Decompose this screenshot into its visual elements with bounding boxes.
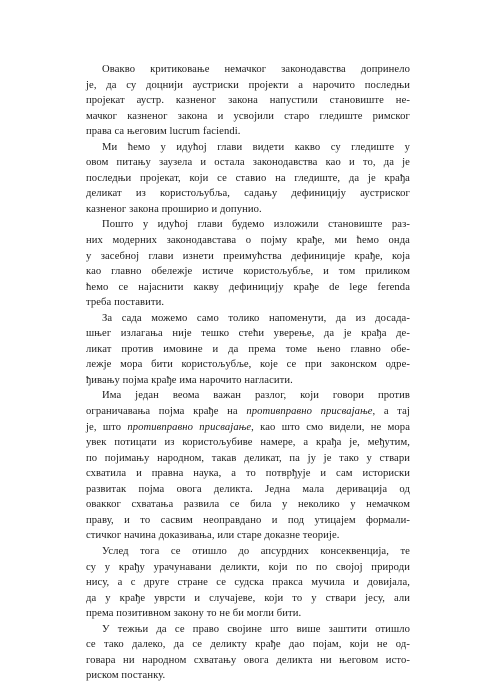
text-line: лежје мора бити користољубље, које се при законском одре- [86,359,410,371]
text-line: се тако далеко, да се деликту крађе дао појам, који не од- [86,639,410,651]
text-line: последњи пројекат, који се ставио на гледиште, да је крађа [86,172,410,184]
text-line: мачког казненог закона и усвојили старо гледиште римског [86,110,410,122]
body-text [86,62,410,684]
paragraph-5 [86,388,410,543]
paragraph-1 [86,62,410,140]
text-line: су у крађу урачунавани деликти, који по по својој природи [86,561,410,573]
text-line: схватила и правна наука, а то потврђује и сам историски [86,468,410,480]
text-line: права са његовим lucrum faciendi. [86,126,241,138]
text-line: деликат из користољубља, садању дефиницију аустриског [86,188,410,200]
text-line: Ми ћемо у идућој глави видети какво су гледиште у [102,141,410,153]
text-line: ђивању појма крађе има нарочито нагласити. [86,374,293,386]
paragraph-4 [86,311,410,389]
text-line: Пошто у идућој глави будемо изложили становиште раз- [102,219,410,231]
text-line: говара ни народном схватању овога деликта ни његовом исто- [86,654,410,666]
text-line: по појимању народном, такав деликат, па ју је тако у ствари [86,452,410,464]
text-line: треба поставити. [86,297,165,309]
text-line: нису, а с друге стране се судска пракса мучила и довијала, [86,577,410,589]
text-line: ограничавања појма крађе на противправно присвајање, а тај [86,406,410,418]
text-line: је, што противправно присвајање, као што смо видели, не мора [86,421,410,433]
text-line: За сада можемо само толико напоменути, да из досада- [102,312,410,324]
text-line: шњег излагања није тешко стећи уверење, да је крађа де- [86,328,410,340]
paragraph-6 [86,544,410,622]
text-line: У тежњи да се право својине што више заштити отишло [102,623,410,635]
text-line: увек потицати из користољубиве намере, а крађа је, међутим, [86,437,410,449]
text-line: у засебној глави изнети преимућства дефиниције крађе, која [86,250,410,262]
text-line: ћемо се најаснити какву дефиницију крађе de lege ferenda [86,281,410,293]
text-line: ликат против имовине и да према томе њено главно обе- [86,343,410,355]
text-line: риском постанку. [86,670,166,682]
text-line: овом питању заузела и остала законодавства као и то, да је [86,157,410,169]
text-line: према позитивном закону то не би могли бити. [86,608,302,620]
text-line: Овакво критиковање немачког законодавства допринело [102,64,410,75]
text-line: овакког схватања развила се била у неколико у немачком [86,499,410,511]
italic-phrase: противправно присвајање [127,421,252,433]
text-line: Има један веома важан разлог, који говори против [102,390,410,402]
italic-phrase: противправно присвајање [246,406,373,418]
text-line: као главно обележје истиче користољубље, и том приликом [86,266,410,278]
text-line: развитак појма овога деликта. Једна мала деривација од [86,483,410,495]
text-line: казненог закона проширио и допунио. [86,203,262,215]
text-line: стичког начина доказивања, или старе доказне теорије. [86,530,340,542]
text-line: Услед тога се отишло до апсурдних консеквенција, те [102,545,410,557]
paragraph-2 [86,140,410,218]
paragraph-7 [86,622,410,684]
text-line: них модерних законодавстава о појму крађе, ми ћемо онда [86,235,410,247]
text-line: је, да су доцнији аустриски пројекти а нарочито последњи [86,79,410,91]
text-line: пројекат аустр. казненог закона напустили становиште не- [86,95,410,107]
text-line: праву, и то сасвим неоправдано и под утицајем формали- [86,514,410,526]
paragraph-3 [86,217,410,310]
text-line: да у крађе уврсти и случајеве, који то у ствари јесу, али [86,592,410,604]
